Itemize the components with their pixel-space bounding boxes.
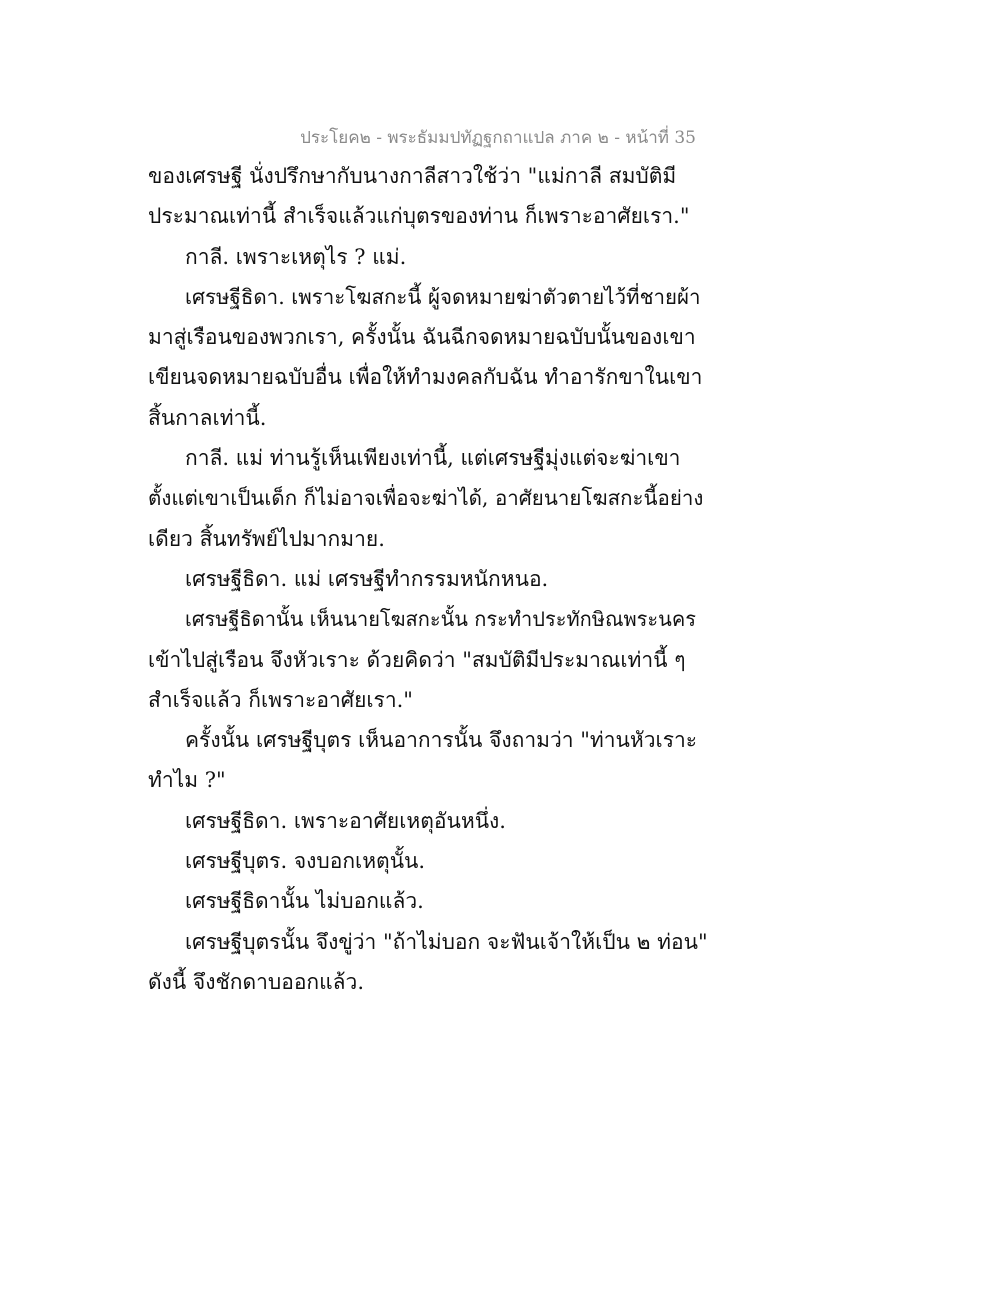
text-line: เศรษฐีธิดานั้น ไม่บอกแล้ว. [185,889,424,914]
text-line: เศรษฐีบุตรนั้น จึงขู่ว่า "ถ้าไม่บอก จะฟันเจ้าให้เป็น ๒ ท่อน" [185,929,708,954]
text-line: กาลี. แม่ ท่านรู้เห็นเพียงเท่านี้, แต่เศรษฐีมุ่งแต่จะฆ่าเขา [185,446,681,471]
text-line: เศรษฐีธิดา. เพราะโฆสกะนี้ ผู้จดหมายฆ่าตัวตายไว้ที่ชายผ้า [185,284,701,309]
text-line: ตั้งแต่เขาเป็นเด็ก ก็ไม่อาจเพื่อจะฆ่าได้, อาศัยนายโฆสกะนี้อย่าง [148,486,704,511]
text-line: มาสู่เรือนของพวกเรา, ครั้งนั้น ฉันฉีกจดหมายฉบับนั้นของเขา [148,325,696,350]
body-text [148,156,708,1002]
text-line: เศรษฐีธิดานั้น เห็นนายโฆสกะนั้น กระทำประทักษิณพระนคร [185,607,696,632]
text-line: ประมาณเท่านี้ สำเร็จแล้วแก่บุตรของท่าน ก็เพราะอาศัยเรา." [148,204,690,229]
text-line: ดังนี้ จึงชักดาบออกแล้ว. [148,969,365,994]
text-line: เขียนจดหมายฉบับอื่น เพื่อให้ทำมงคลกับฉัน ทำอารักขาในเขา [148,365,703,390]
text-line: เศรษฐีธิดา. เพราะอาศัยเหตุอันหนึ่ง. [185,808,506,833]
text-line: เศรษฐีบุตร. จงบอกเหตุนั้น. [185,849,426,874]
text-line: เดียว สิ้นทรัพย์ไปมากมาย. [148,526,385,551]
text-line: สำเร็จแล้ว ก็เพราะอาศัยเรา." [148,687,413,712]
text-line: กาลี. เพราะเหตุไร ? แม่. [185,244,407,269]
text-line: สิ้นกาลเท่านี้. [148,405,267,430]
text-line: ของเศรษฐี นั่งปรึกษากับนางกาลีสาวใช้ว่า "แม่กาลี สมบัติมี [148,164,677,188]
text-line: ครั้งนั้น เศรษฐีบุตร เห็นอาการนั้น จึงถามว่า "ท่านหัวเราะ [185,728,698,753]
text-line: ทำไม ?" [148,768,226,793]
running-header: ประโยค๒ - พระธัมมปทัฏฐกถาแปล ภาค ๒ - หน้าที่ 35 [300,128,696,148]
text-line: เศรษฐีธิดา. แม่ เศรษฐีทำกรรมหนักหนอ. [185,566,549,591]
text-line: เข้าไปสู่เรือน จึงหัวเราะ ด้วยคิดว่า "สมบัติมีประมาณเท่านี้ ๆ [148,647,686,672]
